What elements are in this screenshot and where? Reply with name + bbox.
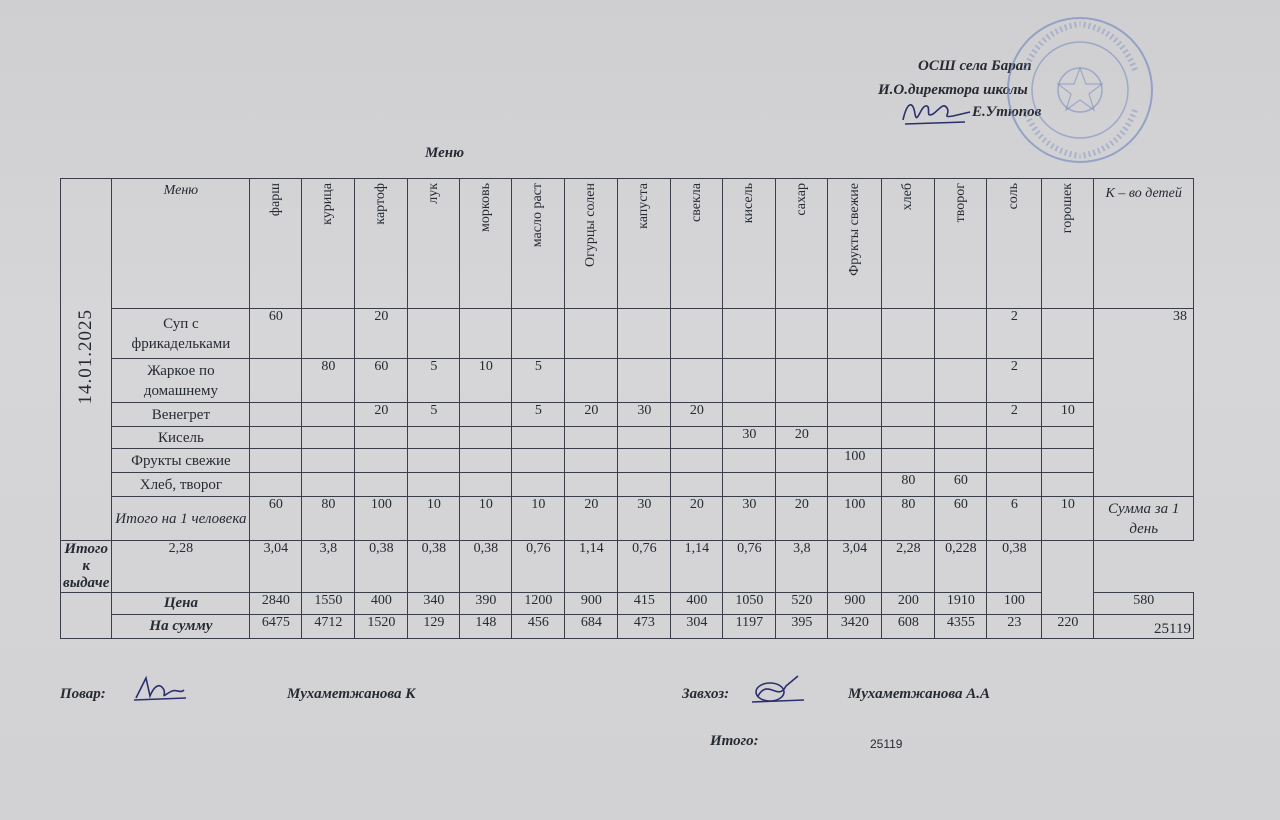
director-name: Е.Утюпов [972, 104, 1042, 120]
table-cell [882, 359, 935, 403]
page-title: Меню [425, 145, 465, 161]
table-cell [1042, 359, 1094, 403]
table-cell: 5 [408, 403, 460, 427]
column-header-text: кисель [741, 183, 757, 224]
table-cell [408, 473, 460, 497]
table-cell: 684 [565, 615, 618, 639]
table-cell [355, 449, 408, 473]
table-cell: 100 [355, 497, 408, 541]
table-cell: 100 [987, 593, 1042, 615]
table-cell: 10 [460, 497, 512, 541]
table-cell: 5 [408, 359, 460, 403]
cook-label: Повар: [60, 686, 106, 702]
table-cell: 30 [723, 497, 776, 541]
table-cell [618, 427, 671, 449]
table-cell [882, 449, 935, 473]
table-cell: 6475 [250, 615, 302, 639]
table-cell: 1520 [355, 615, 408, 639]
storekeeper-name: Мухаметжанова А.А [848, 686, 991, 702]
table-cell [250, 427, 302, 449]
table-cell [408, 309, 460, 359]
table-cell [460, 403, 512, 427]
table-cell [302, 403, 355, 427]
table-cell [671, 473, 723, 497]
table-cell [250, 359, 302, 403]
director-title: И.О.директора школы [878, 82, 1028, 98]
table-cell [302, 427, 355, 449]
table-cell [1042, 449, 1094, 473]
price-row [61, 593, 1280, 615]
table-cell: 20 [776, 497, 828, 541]
table-cell [302, 309, 355, 359]
table-cell: 80 [882, 473, 935, 497]
column-header [776, 179, 828, 309]
table-cell: 0,228 [935, 541, 987, 593]
table-cell: 20 [565, 497, 618, 541]
storekeeper-label: Завхоз: [682, 686, 730, 702]
table-cell: 390 [460, 593, 512, 615]
cook-name: Мухаметжанова К [287, 686, 416, 702]
date-cell [61, 179, 112, 541]
table-cell [460, 449, 512, 473]
column-header-text: Огурцы солен [583, 183, 599, 267]
table-cell: 30 [618, 403, 671, 427]
table-cell [828, 473, 882, 497]
table-cell [828, 359, 882, 403]
column-header [987, 179, 1042, 309]
table-cell [935, 359, 987, 403]
per-person-row [61, 497, 1280, 541]
table-cell: 1910 [935, 593, 987, 615]
table-cell: 304 [671, 615, 723, 639]
table-cell: 30 [723, 427, 776, 449]
table-cell: 1197 [723, 615, 776, 639]
dish-name: Хлеб, творог [112, 473, 250, 497]
table-cell [935, 427, 987, 449]
table-cell: 60 [355, 359, 408, 403]
dish-name: Венегрет [112, 403, 250, 427]
table-cell [987, 473, 1042, 497]
cook-signature [130, 672, 190, 706]
table-cell: 0,38 [460, 541, 512, 593]
table-cell [671, 309, 723, 359]
table-cell [460, 473, 512, 497]
table-cell: 2 [987, 309, 1042, 359]
column-header [935, 179, 987, 309]
table-cell [723, 359, 776, 403]
table-cell: 2,28 [882, 541, 935, 593]
table-cell: 60 [250, 497, 302, 541]
dish-name: Кисель [112, 427, 250, 449]
table-cell [512, 309, 565, 359]
table-cell [935, 309, 987, 359]
table-cell: 0,76 [723, 541, 776, 593]
school-name: ОСШ села Барап [918, 58, 1032, 74]
table-cell [723, 449, 776, 473]
table-cell [512, 427, 565, 449]
dish-name: Жаркое по домашнему [112, 359, 250, 403]
table-cell: 5 [512, 403, 565, 427]
table-cell: 10 [1042, 497, 1094, 541]
table-cell [460, 309, 512, 359]
table-cell [882, 427, 935, 449]
column-header [512, 179, 565, 309]
table-cell [250, 449, 302, 473]
table-cell [776, 403, 828, 427]
table-cell: 10 [408, 497, 460, 541]
column-header-text: фарш [267, 183, 283, 217]
table-cell [250, 473, 302, 497]
table-cell [987, 427, 1042, 449]
table-cell: 3,04 [828, 541, 882, 593]
table-cell [882, 309, 935, 359]
table-cell: 0,38 [355, 541, 408, 593]
sum-per-day-note: Сумма за 1 день [1094, 497, 1194, 541]
table-cell: 1050 [723, 593, 776, 615]
table-cell: 3,04 [250, 541, 302, 593]
table-cell [565, 449, 618, 473]
table-cell: 1200 [512, 593, 565, 615]
table-cell: 0,38 [987, 541, 1042, 593]
column-header [250, 179, 302, 309]
column-header-text: капуста [636, 183, 652, 229]
table-cell: 473 [618, 615, 671, 639]
to-issue-row [61, 541, 1280, 593]
table-cell: 60 [250, 309, 302, 359]
table-cell: 100 [828, 449, 882, 473]
table-cell: 2,28 [112, 541, 250, 593]
storekeeper-signature [748, 672, 808, 708]
table-cell: 1,14 [671, 541, 723, 593]
table-cell: 10 [512, 497, 565, 541]
table-cell: 200 [882, 593, 935, 615]
to-issue-label: Итого к выдаче [61, 541, 112, 593]
table-cell: 20 [565, 403, 618, 427]
table-cell: 3420 [828, 615, 882, 639]
column-header [618, 179, 671, 309]
column-header [671, 179, 723, 309]
column-header-text: Фрукты свежие [846, 183, 862, 276]
menu-corner-header: Меню [112, 179, 250, 309]
amount-label: На сумму [112, 615, 250, 639]
table-cell: 3,8 [776, 541, 828, 593]
column-header-text: творог [952, 183, 968, 223]
column-header [1042, 179, 1094, 309]
table-cell: 10 [1042, 403, 1094, 427]
table-cell: 80 [882, 497, 935, 541]
table-cell: 340 [408, 593, 460, 615]
table-cell [987, 449, 1042, 473]
table-cell: 80 [302, 359, 355, 403]
date-blank-cell [61, 593, 112, 639]
table-cell [935, 449, 987, 473]
table-cell [776, 309, 828, 359]
table-cell: 4355 [935, 615, 987, 639]
table-cell [671, 449, 723, 473]
table-cell: 900 [565, 593, 618, 615]
column-header [355, 179, 408, 309]
table-cell: 3,8 [302, 541, 355, 593]
table-cell [776, 449, 828, 473]
table-cell [355, 473, 408, 497]
total-value: 25119 [870, 737, 903, 751]
column-header [460, 179, 512, 309]
table-cell: 148 [460, 615, 512, 639]
round-stamp-icon [1000, 10, 1160, 170]
column-header [565, 179, 618, 309]
table-cell: 20 [671, 497, 723, 541]
table-cell: 520 [776, 593, 828, 615]
table-cell: 20 [355, 403, 408, 427]
column-header-text: морковь [477, 183, 493, 232]
per-person-label: Итого на 1 человека [112, 497, 250, 541]
table-cell: 608 [882, 615, 935, 639]
column-header-text: хлеб [900, 183, 916, 211]
table-cell [302, 473, 355, 497]
table-cell: 30 [618, 497, 671, 541]
table-cell [723, 309, 776, 359]
table-cell: 580 [1094, 593, 1194, 615]
table-cell [671, 427, 723, 449]
table-cell: 220 [1042, 615, 1094, 639]
table-cell: 23 [987, 615, 1042, 639]
table-cell [408, 427, 460, 449]
menu-table [60, 178, 1280, 639]
column-header-text: горошек [1059, 183, 1075, 234]
blank-cell [1042, 541, 1094, 615]
column-header-text: свекла [688, 183, 704, 222]
table-cell: 80 [302, 497, 355, 541]
table-cell: 60 [935, 473, 987, 497]
table-cell: 20 [671, 403, 723, 427]
table-cell: 0,38 [408, 541, 460, 593]
column-header-text: масло раст [530, 183, 546, 248]
table-cell: 900 [828, 593, 882, 615]
column-header-text: картоф [373, 183, 389, 225]
grand-total: 25119 [1094, 615, 1194, 639]
table-cell [618, 449, 671, 473]
table-row [61, 309, 1280, 359]
table-cell: 10 [460, 359, 512, 403]
column-header-text: лук [425, 183, 441, 204]
table-cell [671, 359, 723, 403]
table-cell: 2 [987, 403, 1042, 427]
table-cell [1042, 473, 1094, 497]
table-cell: 20 [776, 427, 828, 449]
kids-count-header: К – во детей [1094, 179, 1194, 309]
table-cell [512, 473, 565, 497]
dish-name: Фрукты свежие [112, 449, 250, 473]
column-header-text: сахар [793, 183, 809, 216]
table-cell: 1550 [302, 593, 355, 615]
column-header [828, 179, 882, 309]
table-cell: 4712 [302, 615, 355, 639]
column-header [302, 179, 355, 309]
table-cell [565, 473, 618, 497]
kids-count: 38 [1094, 309, 1194, 497]
table-cell [460, 427, 512, 449]
price-label: Цена [112, 593, 250, 615]
table-cell [723, 473, 776, 497]
table-cell [618, 359, 671, 403]
table-cell [250, 403, 302, 427]
table-cell: 60 [935, 497, 987, 541]
amount-row [61, 615, 1280, 639]
table-cell: 5 [512, 359, 565, 403]
date-text: 14.01.2025 [75, 309, 97, 405]
table-cell [776, 473, 828, 497]
column-header-text: курица [320, 183, 336, 225]
column-header [723, 179, 776, 309]
table-cell: 400 [671, 593, 723, 615]
table-cell [565, 359, 618, 403]
table-cell: 20 [355, 309, 408, 359]
table-cell: 415 [618, 593, 671, 615]
table-cell: 2 [987, 359, 1042, 403]
table-cell [1042, 309, 1094, 359]
table-cell: 1,14 [565, 541, 618, 593]
column-header [882, 179, 935, 309]
table-cell [828, 403, 882, 427]
table-cell [565, 309, 618, 359]
table-cell [935, 403, 987, 427]
table-cell [565, 427, 618, 449]
table-cell [882, 403, 935, 427]
table-cell: 129 [408, 615, 460, 639]
table-cell [355, 427, 408, 449]
table-cell: 100 [828, 497, 882, 541]
table-cell [302, 449, 355, 473]
column-header [408, 179, 460, 309]
header-row [61, 179, 1280, 309]
table-cell: 0,76 [618, 541, 671, 593]
table-cell [408, 449, 460, 473]
dish-name: Суп с фрикадельками [112, 309, 250, 359]
table-cell: 2840 [250, 593, 302, 615]
table-cell: 456 [512, 615, 565, 639]
table-cell [1042, 427, 1094, 449]
table-cell: 0,76 [512, 541, 565, 593]
table-cell [512, 449, 565, 473]
table-cell: 6 [987, 497, 1042, 541]
table-cell [618, 309, 671, 359]
table-cell [828, 309, 882, 359]
director-signature [895, 92, 975, 132]
column-header-text: соль [1006, 183, 1022, 210]
total-label: Итого: [710, 733, 759, 749]
table-cell [723, 403, 776, 427]
table-cell [618, 473, 671, 497]
table-cell [776, 359, 828, 403]
table-cell: 400 [355, 593, 408, 615]
table-cell [828, 427, 882, 449]
table-cell: 395 [776, 615, 828, 639]
